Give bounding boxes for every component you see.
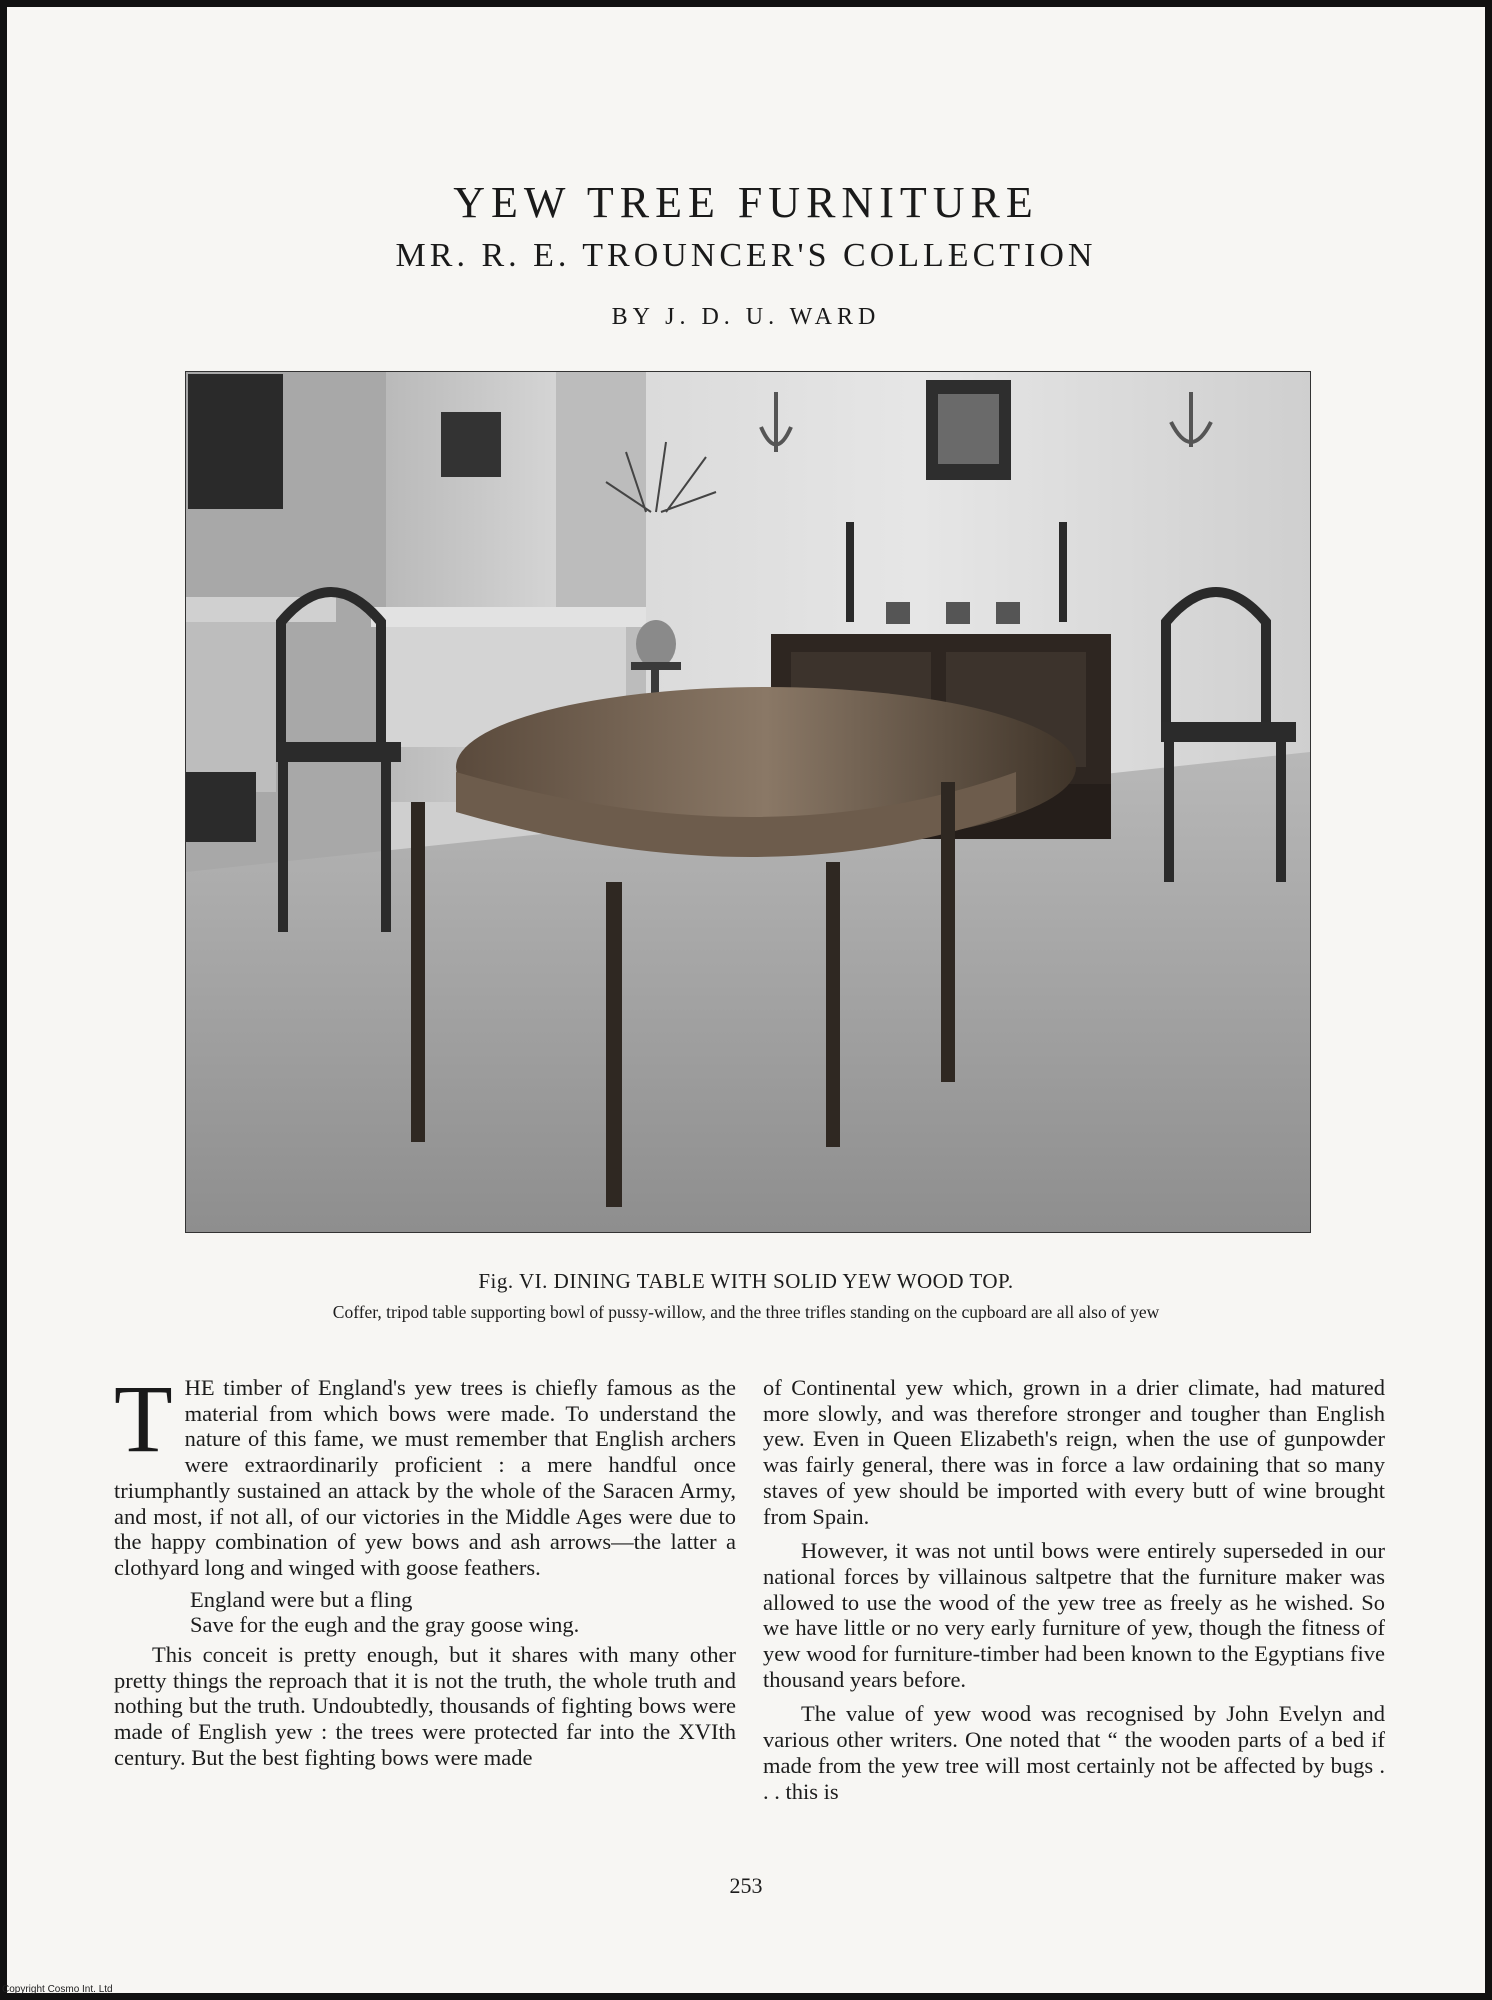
paragraph-text: HE timber of England's yew trees is chiefly famous as the material from which bows were made. To understand the nature of this fame, we must remember that English archers were extraordinarily proficient : a mere handful once triumphantly sustained an attack by the whole of the Saracen Army, and most, if not all, of our victories in the Middle Ages were due to the happy combination of yew bows and ash arrows—the latter a clothyard long and winged with goose feathers. (114, 1375, 736, 1580)
byline: BY J. D. U. WARD (611, 304, 881, 330)
page-number: 253 (729, 1873, 763, 1898)
paragraph: However, it was not until bows were entirely superseded in our national forces by villainous saltpetre that the furniture maker was allowed to use the wood of the yew tree as freely as he wished. So we have little or no very early furniture of yew, though the fitness of yew wood for furniture-timber had been known to the Egyptians five thousand years before. (763, 1538, 1385, 1692)
drop-cap: T (114, 1365, 173, 1472)
paragraph: This conceit is pretty enough, but it shares with many other pretty things the reproach that it is not the truth, the whole truth and nothing but the truth. Undoubtedly, thousands of fighting bows were made of English yew : the trees were protected far into the XVIth century. But the best fighting bows were made (114, 1642, 736, 1770)
article-subtitle: MR. R. E. TROUNCER'S COLLECTION (395, 237, 1097, 274)
article-title: YEW TREE FURNITURE (453, 178, 1039, 227)
figure-caption-text: Coffer, tripod table supporting bowl of pussy-willow, and the three trifles standing on the cupboard are all also of yew (332, 1302, 1160, 1322)
verse-line: Save for the eugh and the gray goose wing. (190, 1612, 580, 1638)
verse-line: England were but a fling (190, 1586, 413, 1612)
dining-room-illustration (186, 372, 1310, 1232)
opening-paragraph (114, 1365, 736, 1581)
figure-caption-title: Fig. VI. DINING TABLE WITH SOLID YEW WOOD TOP. (478, 1269, 1014, 1293)
article-column-left (114, 1365, 736, 1771)
verse-quote (190, 1587, 736, 1638)
paragraph: of Continental yew which, grown in a drier climate, had matured more slowly, and was therefore stronger and tougher than English yew. Even in Queen Elizabeth's reign, when the use of gunpowder was fairly general, there was in force a law ordaining that so many staves of yew should be imported with every butt of wine brought from Spain. (763, 1375, 1385, 1529)
copyright-notice: Copyright Cosmo Int. Ltd (2, 1984, 113, 1995)
dining-room-photograph (185, 371, 1311, 1233)
magazine-page (7, 7, 1485, 1993)
paragraph: The value of yew wood was recognised by John Evelyn and various other writers. One noted that “ the wooden parts of a bed if made from the yew tree will most certainly not be affected by bugs . . . this is (763, 1701, 1385, 1804)
article-column-right (763, 1375, 1385, 1804)
